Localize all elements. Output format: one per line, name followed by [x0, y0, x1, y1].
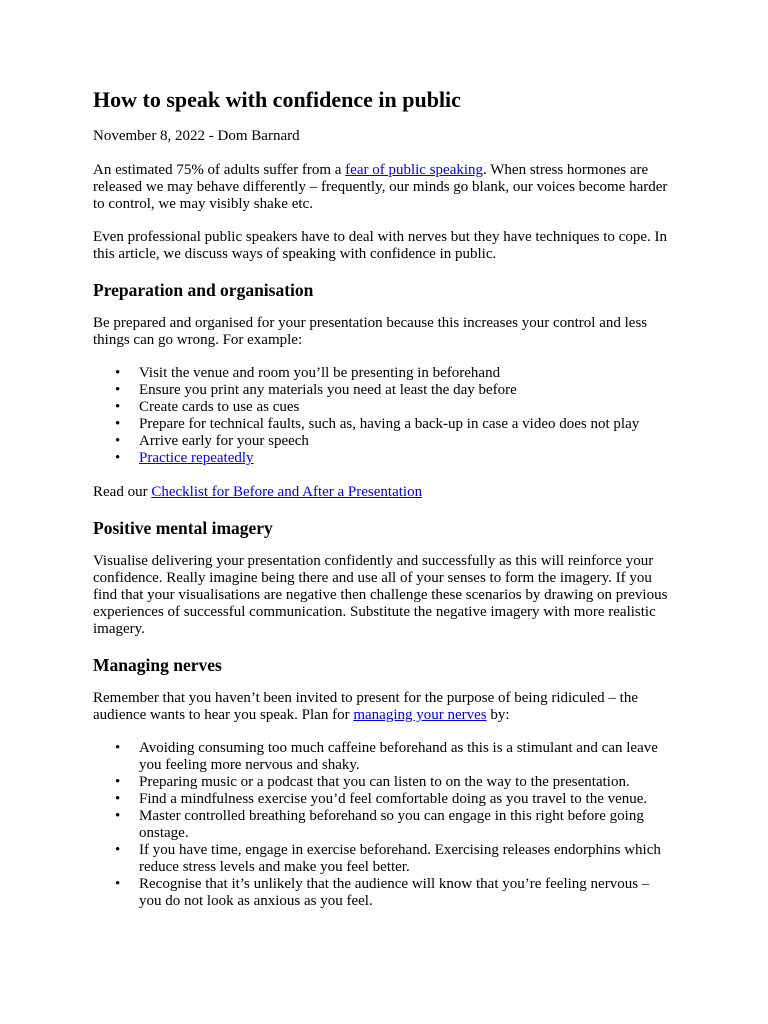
list-item: • Preparing music or a podcast that you can listen to on the way to the presentation.	[139, 774, 673, 791]
list-item	[139, 450, 673, 467]
list-item: • If you have time, engage in exercise beforehand. Exercising releases endorphins which reduce stress levels and make you feel better.	[139, 842, 673, 876]
preparation-list	[93, 365, 673, 467]
section-heading-mental-imagery: Positive mental imagery	[93, 518, 273, 538]
page-title: How to speak with confidence in public	[93, 87, 461, 112]
nerves-text-after: by:	[486, 707, 510, 723]
intro-paragraph-2: Even professional public speakers have to deal with nerves but they have techniques to cope. In this article, we discuss ways of speaking with confidence in public.	[93, 229, 667, 262]
preparation-paragraph: Be prepared and organised for your presentation because this increases your control and less things can go wrong. For example:	[93, 315, 648, 348]
list-item: • Ensure you print any materials you need at least the day before	[139, 382, 673, 399]
intro-text-after: . When stress hormones are released we may behave differently – frequently, our minds go blank, our voices become harder to control, we may visibly shake etc.	[93, 162, 668, 212]
managing-nerves-list	[93, 740, 673, 910]
list-item: • Prepare for technical faults, such as, having a back-up in case a video does not play	[139, 416, 673, 433]
list-item: • Arrive early for your speech	[139, 433, 673, 450]
byline: November 8, 2022 - Dom Barnard	[93, 128, 300, 144]
section-heading-managing-nerves: Managing nerves	[93, 655, 222, 675]
managing-nerves-paragraph	[93, 690, 673, 724]
nerves-text-before: Remember that you haven’t been invited to present for the purpose of being ridiculed – the audience wants to hear you speak. Plan for	[93, 690, 638, 723]
fear-of-public-speaking-link[interactable]: fear of public speaking	[345, 162, 484, 178]
intro-text-before: An estimated 75% of adults suffer from a	[93, 162, 346, 178]
intro-paragraph-1	[93, 162, 673, 213]
managing-your-nerves-link[interactable]: managing your nerves	[353, 707, 487, 723]
checklist-link[interactable]: Checklist for Before and After a Presentation	[151, 484, 423, 500]
list-item: • Find a mindfulness exercise you’d feel comfortable doing as you travel to the venue.	[139, 791, 673, 808]
practice-repeatedly-link[interactable]: Practice repeatedly	[139, 450, 254, 466]
read-checklist-paragraph	[93, 484, 673, 501]
list-item: • Recognise that it’s unlikely that the audience will know that you’re feeling nervous – you do not look as anxious as you feel.	[139, 876, 673, 910]
list-item: • Master controlled breathing beforehand so you can engage in this right before going onstage.	[139, 808, 673, 842]
section-heading-preparation: Preparation and organisation	[93, 280, 314, 300]
mental-imagery-paragraph: Visualise delivering your presentation confidently and successfully as this will reinforce your confidence. Really imagine being there and use all of your senses to form the imagery. If you find that your visualisations are negative then challenge these scenarios by drawing on previous experiences of successful communication. Substitute the negative imagery with more realistic imagery.	[93, 553, 668, 637]
list-item: • Avoiding consuming too much caffeine beforehand as this is a stimulant and can leave you feeling more nervous and shaky.	[139, 740, 673, 774]
list-item: • Create cards to use as cues	[139, 399, 673, 416]
list-item: • Visit the venue and room you’ll be presenting in beforehand	[139, 365, 673, 382]
read-text: Read our	[93, 484, 152, 500]
